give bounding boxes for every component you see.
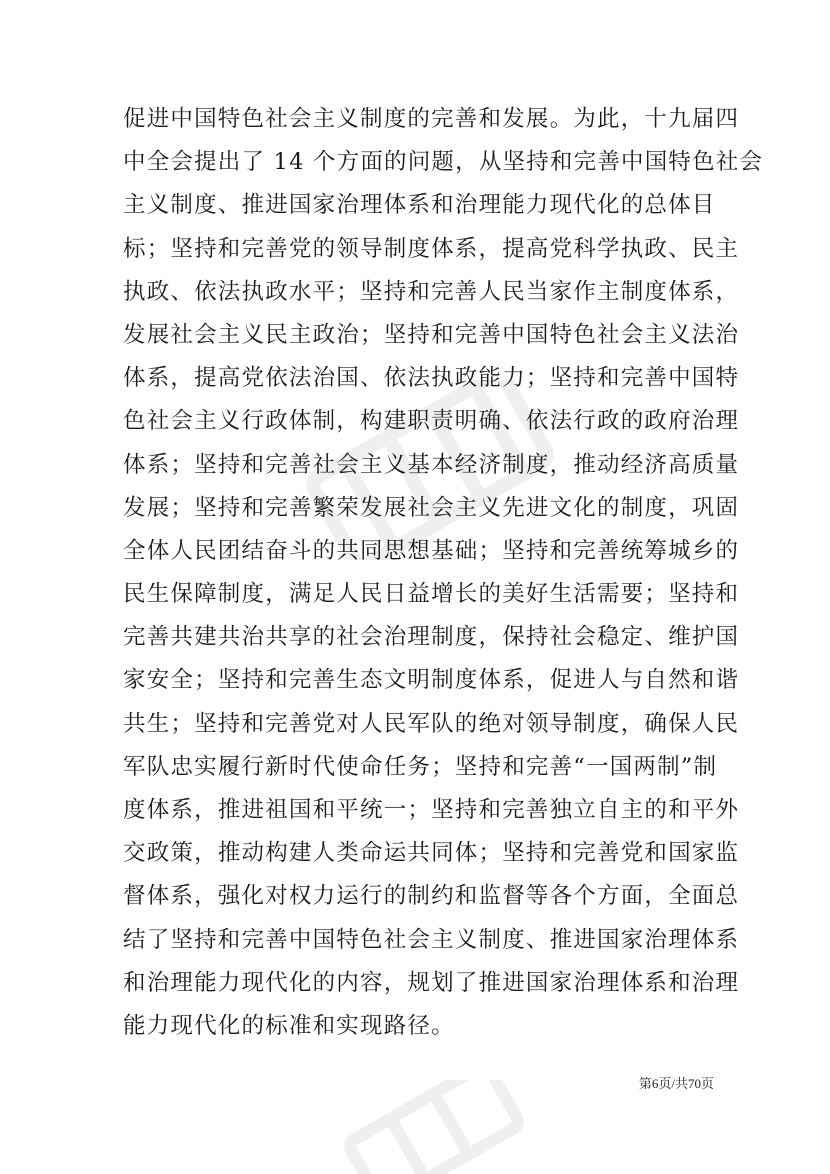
text-line: 督体系，强化对权力运行的制约和监督等各个方面，全面总 bbox=[123, 883, 740, 910]
text-line: 中全会提出了 14 个方面的问题，从坚持和完善中国特色社会 bbox=[123, 149, 764, 176]
text-line: 交政策，推动构建人类命运共同体；坚持和完善党和国家监 bbox=[123, 840, 740, 867]
text-line: 完善共建共治共享的社会治理制度，保持社会稳定、维护国 bbox=[123, 624, 740, 651]
text-line: 共生；坚持和完善党对人民军队的绝对领导制度，确保人民 bbox=[123, 710, 740, 737]
watermark-logo-bottom-icon bbox=[330, 1080, 530, 1174]
text-line: 标；坚持和完善党的领导制度体系，提高党科学执政、民主 bbox=[123, 235, 740, 262]
text-line: 度体系，推进祖国和平统一；坚持和完善独立自主的和平外 bbox=[123, 797, 740, 823]
text-line: 体系，提高党依法治国、依法执政能力；坚持和完善中国特 bbox=[123, 365, 740, 392]
text-line: 结了坚持和完善中国特色社会主义制度、推进国家治理体系 bbox=[123, 926, 740, 953]
page-number: 第6页/共70页 bbox=[638, 1076, 714, 1091]
text-line: 民生保障制度，满足人民日益增长的美好生活需要；坚持和 bbox=[123, 581, 740, 608]
text-line: 和治理能力现代化的内容，规划了推进国家治理体系和治理 bbox=[123, 969, 740, 996]
text-line: 军队忠实履行新时代使命任务；坚持和完善“一国两制”制 bbox=[123, 753, 718, 780]
text-line: 发展社会主义民主政治；坚持和完善中国特色社会主义法治 bbox=[123, 321, 740, 348]
text-line: 全体人民团结奋斗的共同思想基础；坚持和完善统筹城乡的 bbox=[123, 537, 740, 564]
text-line: 色社会主义行政体制，构建职责明确、依法行政的政府治理 bbox=[123, 408, 740, 435]
text-line: 主义制度、推进国家治理体系和治理能力现代化的总体目 bbox=[123, 192, 716, 219]
text-line: 发展；坚持和完善繁荣发展社会主义先进文化的制度，巩固 bbox=[123, 494, 740, 521]
text-line: 家安全；坚持和完善生态文明制度体系，促进人与自然和谐 bbox=[123, 667, 740, 694]
text-line: 能力现代化的标准和实现路径。 bbox=[123, 1012, 455, 1039]
text-line: 执政、依法执政水平；坚持和完善人民当家作主制度体系， bbox=[123, 278, 740, 305]
text-line: 体系；坚持和完善社会主义基本经济制度，推动经济高质量 bbox=[123, 451, 740, 478]
text-line: 促进中国特色社会主义制度的完善和发展。为此，十九届四 bbox=[123, 106, 740, 132]
body-paragraph bbox=[123, 98, 764, 1048]
